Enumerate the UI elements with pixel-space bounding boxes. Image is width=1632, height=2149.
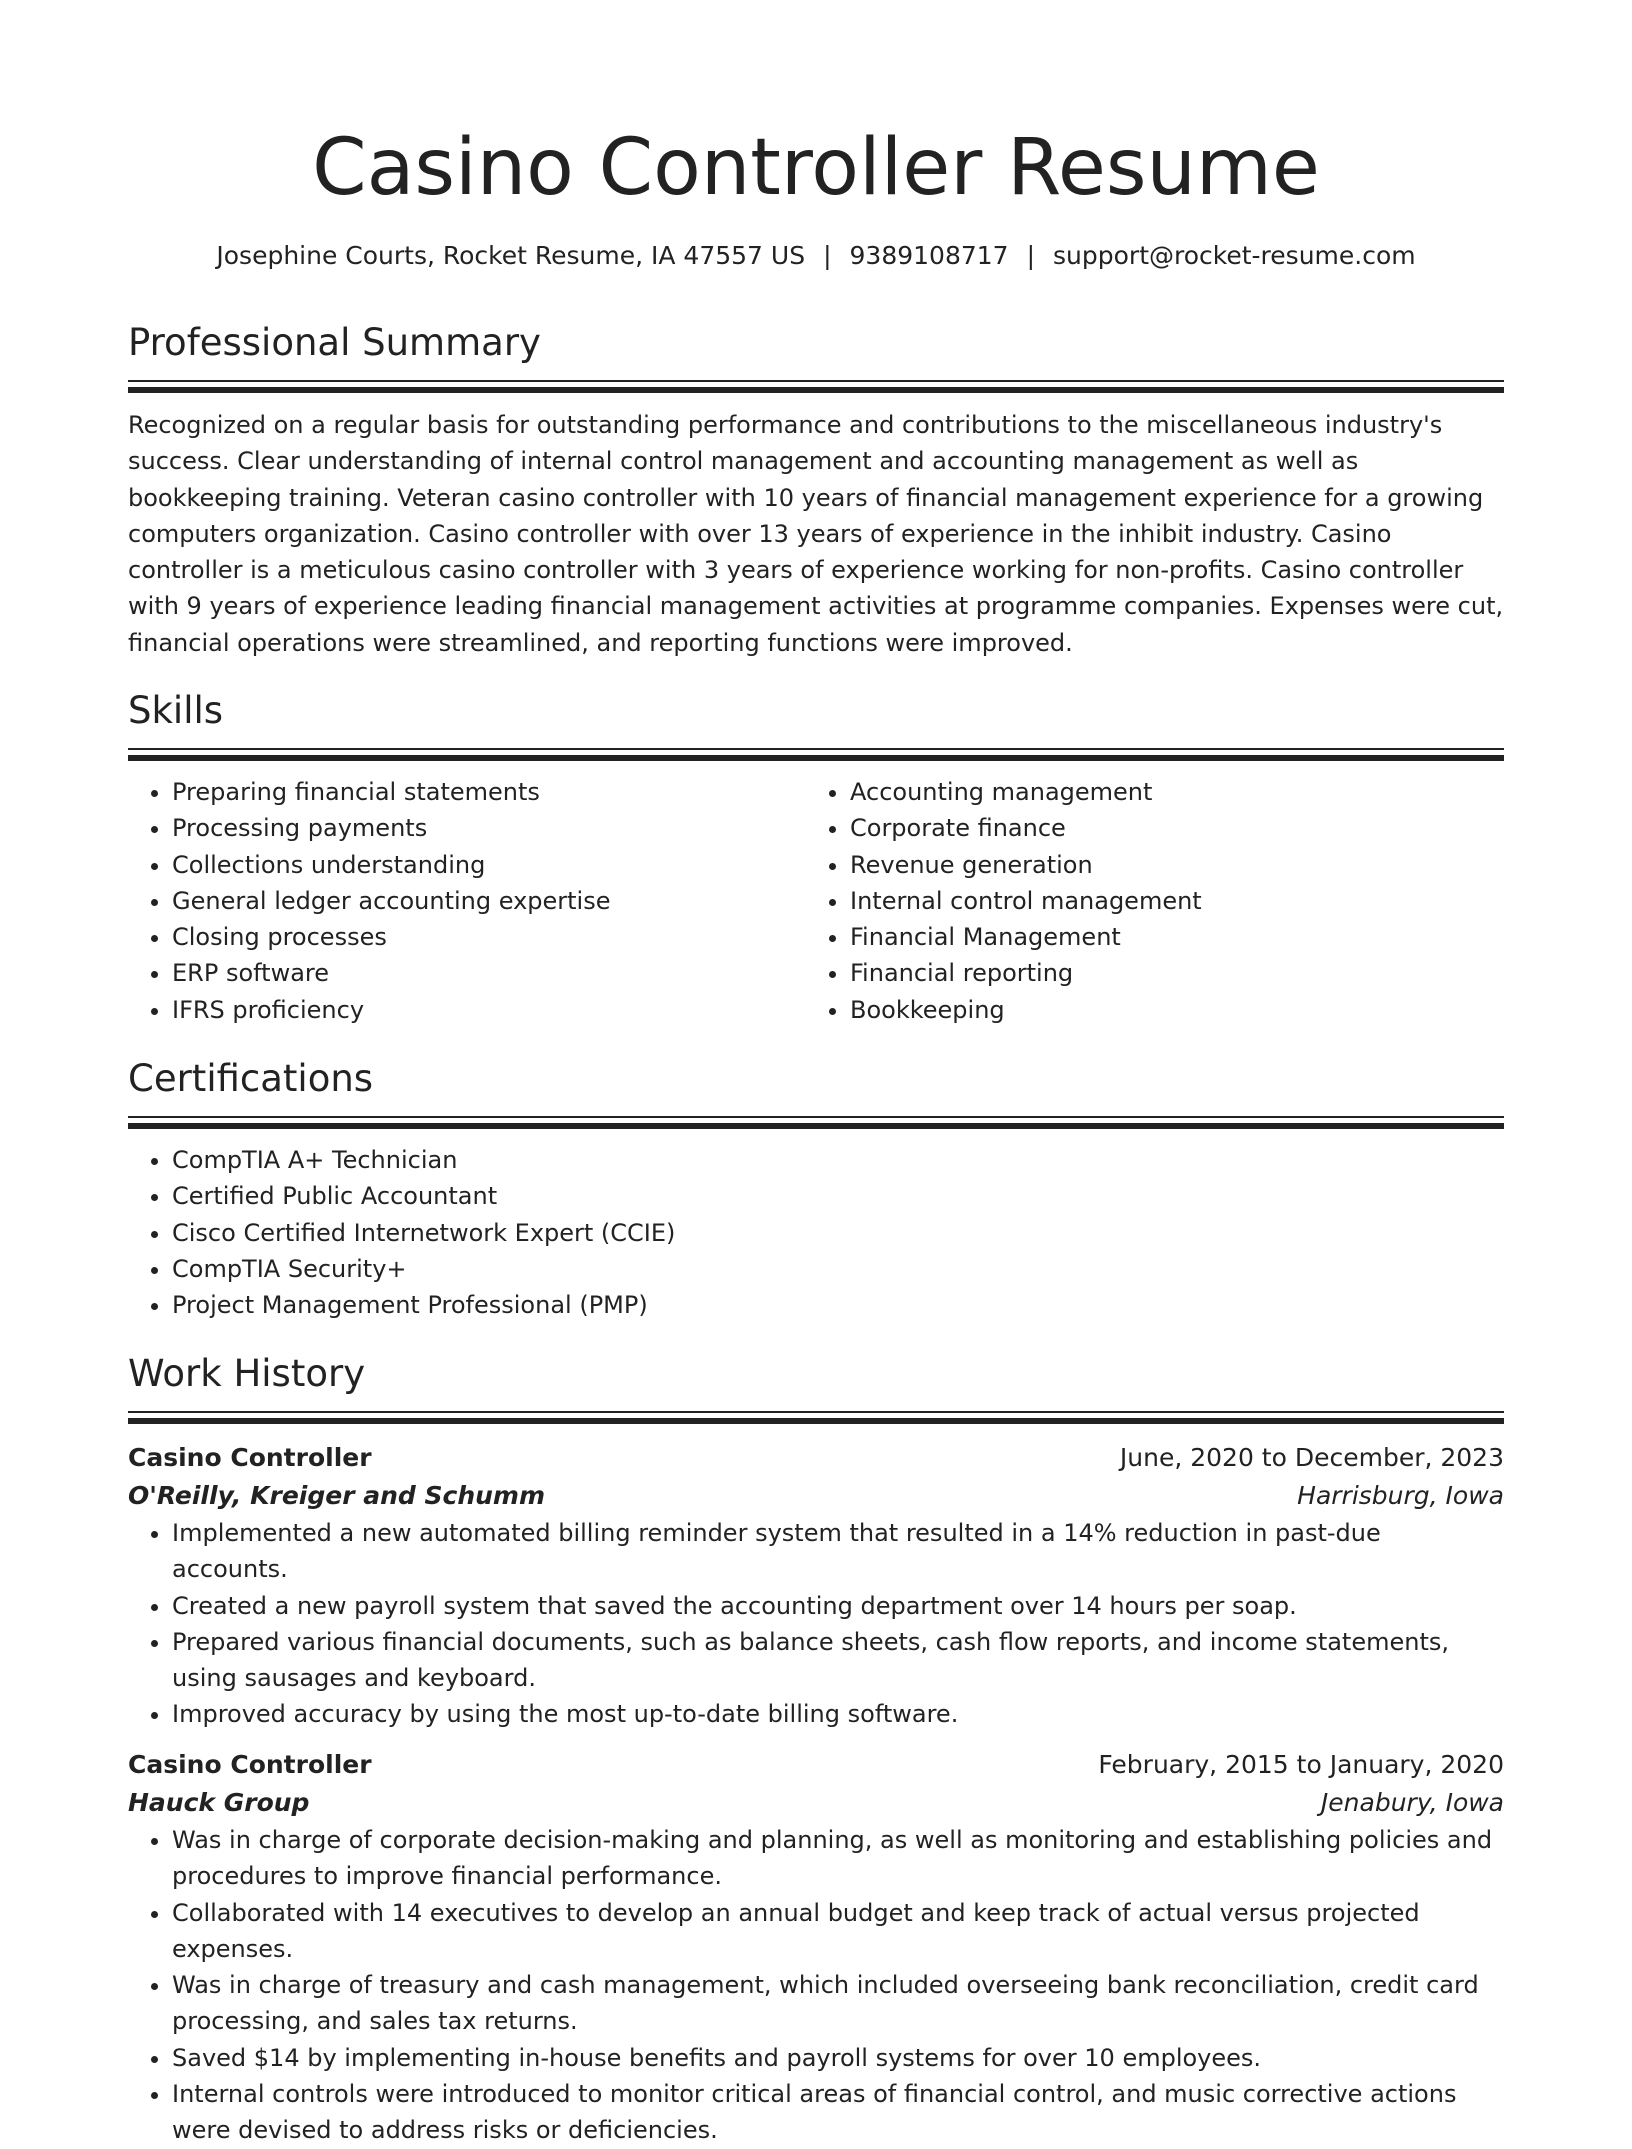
skill-item: • IFRS proficiency — [172, 992, 806, 1028]
work-section-header — [128, 1349, 1504, 1424]
skills-heading: Skills — [128, 689, 224, 732]
job-bullets — [128, 1822, 1504, 2149]
work-heading: Work History — [128, 1352, 366, 1395]
job-bullet: • Was in charge of corporate decision-making and planning, as well as monitoring and establishing policies and procedures to improve financial performance. — [172, 1822, 1504, 1895]
job-location: Jenabury, Iowa — [1320, 1788, 1504, 1817]
job-title: Casino Controller — [128, 1443, 372, 1472]
skills-column-left — [128, 774, 806, 1028]
summary-section-header — [128, 318, 1504, 393]
job-bullet: • Prepared various financial documents, such as balance sheets, cash flow reports, and income statements, using sausages and keyboard. — [172, 1624, 1504, 1697]
certifications-heading: Certifications — [128, 1057, 374, 1100]
job-bullet: • Saved $14 by implementing in-house benefits and payroll systems for over 10 employees. — [172, 2040, 1504, 2076]
job-entry — [128, 1439, 1504, 1733]
contact-email[interactable]: support@rocket-resume.com — [1053, 241, 1416, 270]
skill-item: • Financial Management — [850, 919, 1484, 955]
section-divider — [128, 1116, 1504, 1118]
skill-item: • Preparing financial statements — [172, 774, 806, 810]
section-divider — [128, 1418, 1504, 1424]
skill-item: • Bookkeeping — [850, 992, 1484, 1028]
job-entry — [128, 1746, 1504, 2149]
certifications-section-header — [128, 1054, 1504, 1129]
contact-phone: 9389108717 — [849, 241, 1009, 270]
contact-line — [128, 238, 1504, 274]
certification-item: • Cisco Certified Internetwork Expert (CCIE) — [172, 1215, 1504, 1251]
job-bullet: • Was in charge of treasury and cash management, which included overseeing bank reconciliation, credit card processing, and sales tax returns. — [172, 1967, 1504, 2040]
skill-item: • General ledger accounting expertise — [172, 883, 806, 919]
skill-item: • Financial reporting — [850, 955, 1484, 991]
summary-text: Recognized on a regular basis for outstanding performance and contributions to the miscellaneous industry's success. Clear understanding of internal control management and accounting management as well as bookkeeping training. Veteran casino controller with 10 years of financial management experience for a growing computers organization. Casino controller with over 13 years of experience in the inhibit industry. Casino controller is a meticulous casino controller with 3 years of experience working for non-profits. Casino controller with 9 years of experience leading financial management activities at programme companies. Expenses were cut, financial operations were streamlined, and reporting functions were improved. — [128, 411, 1504, 657]
certification-item: • CompTIA Security+ — [172, 1251, 1504, 1287]
job-company: Hauck Group — [128, 1788, 310, 1817]
section-divider — [128, 1123, 1504, 1129]
job-bullet: • Created a new payroll system that saved the accounting department over 14 hours per soap. — [172, 1588, 1504, 1624]
skill-item: • Internal control management — [850, 883, 1484, 919]
job-bullet: • Internal controls were introduced to monitor critical areas of financial control, and music corrective actions were devised to address risks or deficiencies. — [172, 2076, 1504, 2149]
job-bullets — [128, 1515, 1504, 1733]
job-bullet: • Implemented a new automated billing reminder system that resulted in a 14% reduction in past-due accounts. — [172, 1515, 1504, 1588]
certification-item: • Certified Public Accountant — [172, 1178, 1504, 1214]
section-divider — [128, 1411, 1504, 1413]
skill-item: • Closing processes — [172, 919, 806, 955]
job-dates: June, 2020 to December, 2023 — [1119, 1443, 1504, 1472]
summary-heading: Professional Summary — [128, 321, 541, 364]
contact-separator: | — [1026, 241, 1036, 270]
job-title: Casino Controller — [128, 1750, 372, 1779]
certification-item: • CompTIA A+ Technician — [172, 1142, 1504, 1178]
section-divider — [128, 755, 1504, 761]
contact-separator: | — [823, 241, 832, 270]
skill-item: • Accounting management — [850, 774, 1484, 810]
certifications-list — [128, 1142, 1504, 1323]
job-bullet: • Improved accuracy by using the most up-to-date billing software. — [172, 1696, 1504, 1732]
skills-list — [128, 774, 1504, 1028]
job-location: Harrisburg, Iowa — [1297, 1481, 1504, 1510]
resume-title: Casino Controller Resume — [312, 123, 1320, 213]
skills-section-header — [128, 686, 1504, 761]
contact-address: Josephine Courts, Rocket Resume, IA 47557 US — [216, 241, 806, 270]
skill-item: • Collections understanding — [172, 847, 806, 883]
skill-item: • ERP software — [172, 955, 806, 991]
job-company: O'Reilly, Kreiger and Schumm — [128, 1481, 546, 1510]
certification-item: • Project Management Professional (PMP) — [172, 1287, 1504, 1323]
job-bullet: • Collaborated with 14 executives to develop an annual budget and keep track of actual versus projected expenses. — [172, 1895, 1504, 1968]
skill-item: • Processing payments — [172, 810, 806, 846]
section-divider — [128, 380, 1504, 382]
section-divider — [128, 748, 1504, 750]
skills-column-right — [806, 774, 1484, 1028]
section-divider — [128, 387, 1504, 393]
skill-item: • Revenue generation — [850, 847, 1484, 883]
skill-item: • Corporate finance — [850, 810, 1484, 846]
job-dates: February, 2015 to January, 2020 — [1098, 1750, 1504, 1779]
